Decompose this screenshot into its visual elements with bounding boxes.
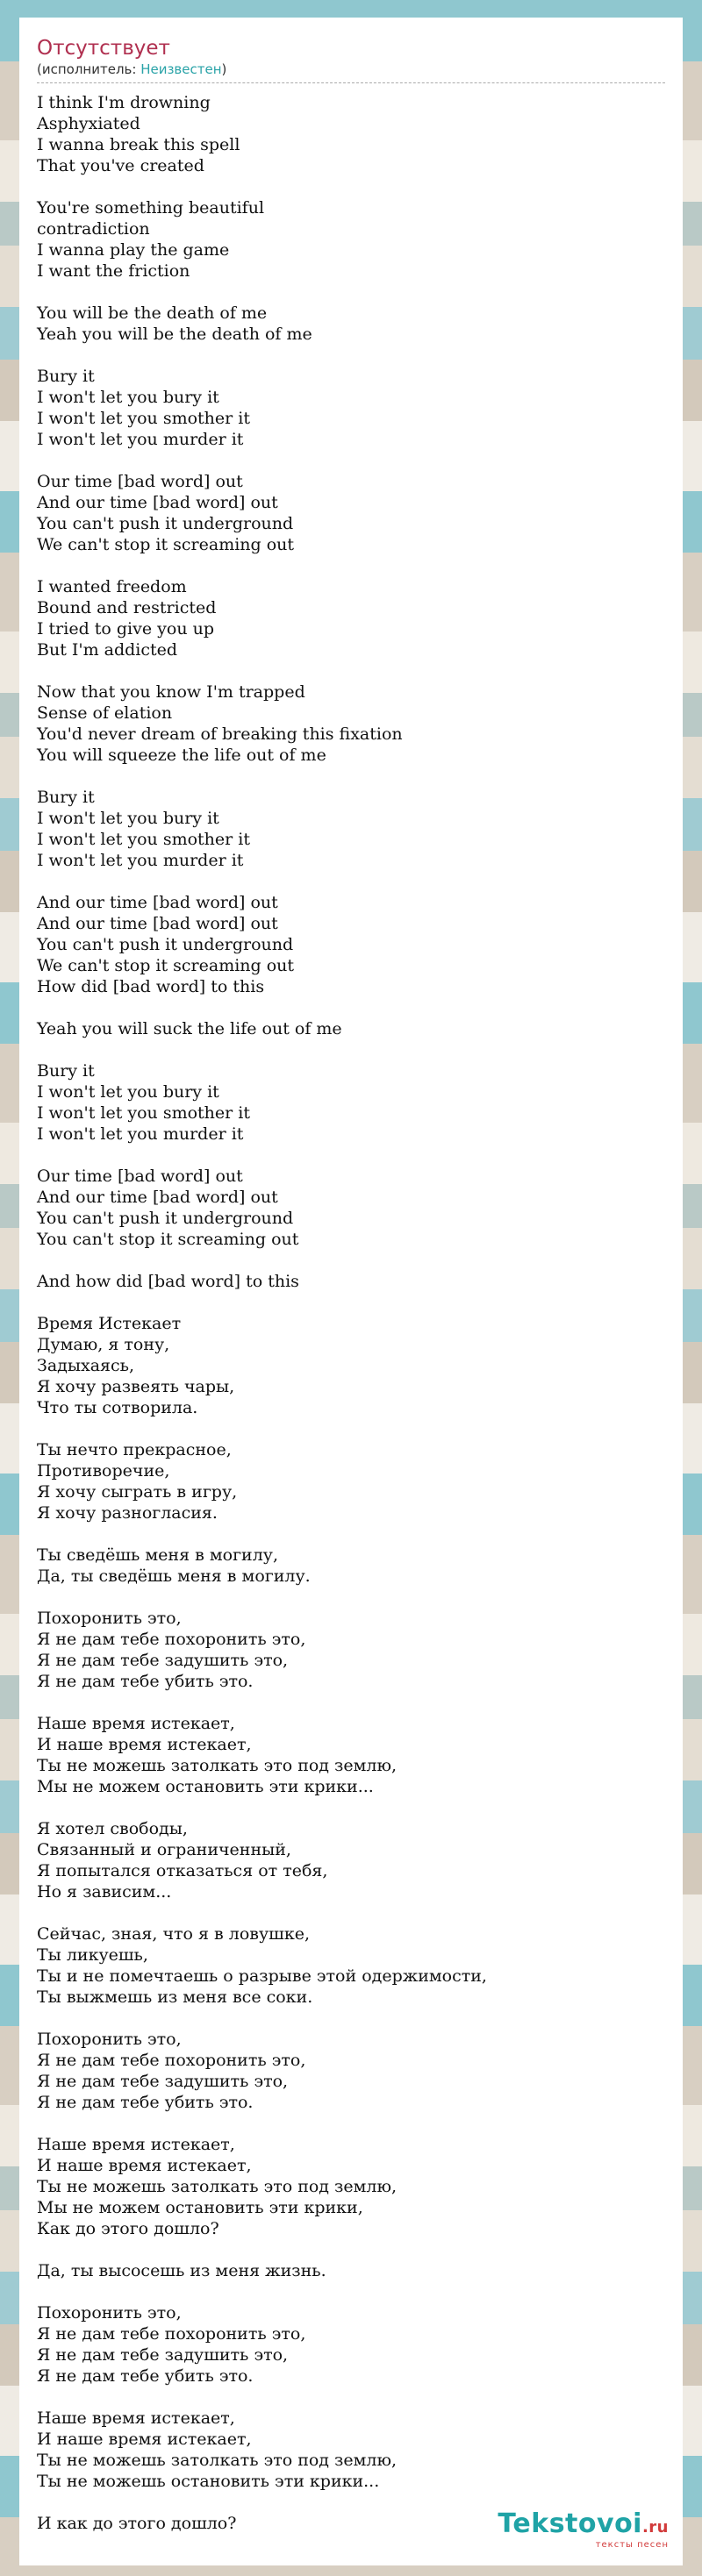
logo-main-text: Tekstovoi <box>498 2508 642 2539</box>
logo-tld: .ru <box>641 2518 669 2537</box>
lyrics-card <box>19 18 683 2565</box>
artist-prefix: (исполнитель: <box>37 61 141 77</box>
artist-suffix: ) <box>221 61 227 77</box>
site-logo[interactable] <box>498 2510 669 2550</box>
logo-tagline: тексты песен <box>595 2540 669 2550</box>
artist-line <box>37 61 665 83</box>
logo-wordmark <box>498 2510 669 2542</box>
artist-link[interactable]: Неизвестен <box>140 61 222 77</box>
song-title: Отсутствует <box>37 37 170 60</box>
lyrics-text: I think I'm drowning Asphyxiated I wanna break this spell That you've created You're something beautiful contradiction I wanna play the game I want the friction You will be the death of me Yeah you will be the death of me Bury it I won't let you bury it I won't let you smother it I won't let you murder it Our time [bad word] out And our time [bad word] out You can't push it underground We can't stop it screaming out I wanted freedom Bound and restricted I tried to give you up But I'm addicted Now that you know I'm trapped Sense of elation You'd never dream of breaking this fixation You will squeeze the life out of me Bury it I won't let you bury it I won't let you smother it I won't let you murder it And our time [bad word] out And our time [bad word] out You can't push it underground We can't stop it screaming out How did [bad word] to this Yeah you will suck the life out of me Bury it I won't let you bury it I won't let you smother it I won't let you murder it Our time [bad word] out And our time [bad word] out You can't push it underground You can't stop it screaming out And how did [bad word] to this Время Истекает Думаю, я тону, Задыхаясь, Я хочу развеять чары, Что ты сотворила. Ты нечто прекрасное, Противоречие, Я хочу сыграть в игру, Я хочу разногласия. Ты сведёшь меня в могилу, Да, ты сведёшь меня в могилу. Похоронить это, Я не дам тебе похоронить это, Я не дам тебе задушить это, Я не дам тебе убить это. Наше время истекает, И наше время истекает, Ты не можешь затолкать это под землю, Мы не можем остановить эти крики... Я хотел свободы, Связанный и ограниченный, Я попытался отказаться от тебя, Но я зависим... Сейчас, зная, что я в ловушке, Ты ликуешь, Ты и не помечтаешь о разрыве этой одержимости, Ты выжмешь из меня все соки. Похоронить это, Я не дам тебе похоронить это, Я не дам тебе задушить это, Я не дам тебе убить это. Наше время истекает, И наше время истекает, Ты не можешь затолкать это под землю, Мы не можем остановить эти крики, Как до этого дошло? Да, ты высосешь из меня жизнь. Похоронить это, Я не дам тебе похоронить это, Я не дам тебе задушить это, Я не дам тебе убить это. Наше время истекает, И наше время истекает, Ты не можешь затолкать это под землю, Ты не можешь остановить эти крики... И как до этого дошло? <box>37 93 487 2533</box>
